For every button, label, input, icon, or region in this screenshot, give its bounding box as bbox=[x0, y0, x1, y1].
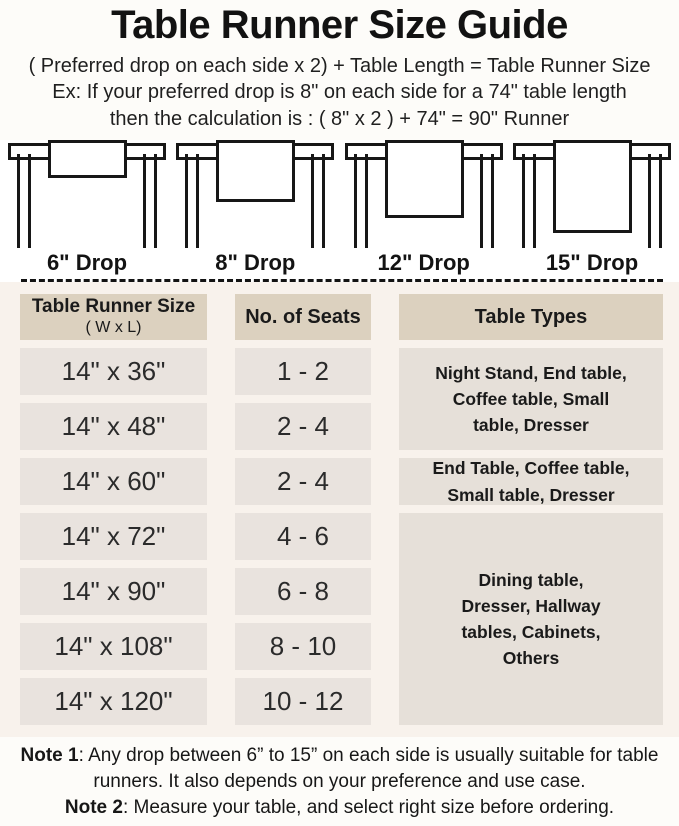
table-illustration-12-drop bbox=[345, 140, 503, 248]
seats-cell: 8 - 10 bbox=[235, 623, 371, 670]
table-types-cell-small bbox=[399, 348, 663, 450]
example-line-2: then the calculation is : ( 8" x 2 ) + 74" = 90" Runner bbox=[109, 108, 570, 130]
note-1-text: : Any drop between 6” to 15” on each side is usually suitable for table runners. It also depends on your preference and use case. bbox=[78, 745, 659, 793]
drop-label-8: 8" Drop bbox=[215, 250, 296, 275]
note-1-label: Note 1 bbox=[20, 745, 79, 766]
seats-cell: 10 - 12 bbox=[235, 678, 371, 725]
seats-cell: 6 - 8 bbox=[235, 568, 371, 615]
runner-shape bbox=[216, 140, 295, 202]
size-cell: 14" x 90" bbox=[20, 568, 207, 615]
size-table-section bbox=[0, 282, 679, 737]
drop-labels-row bbox=[0, 248, 679, 278]
drop-label-12: 12" Drop bbox=[377, 250, 470, 275]
runner-shape bbox=[553, 140, 632, 233]
seats-cell: 2 - 4 bbox=[235, 458, 371, 505]
table-types-text: Night Stand, End table, Coffee table, Small table, Dresser bbox=[435, 362, 627, 436]
note-2-text: : Measure your table, and select right size before ordering. bbox=[122, 797, 615, 819]
table-leg-left bbox=[522, 154, 536, 248]
table-leg-left bbox=[185, 154, 199, 248]
page-title: Table Runner Size Guide bbox=[111, 3, 568, 47]
table-leg-right bbox=[143, 154, 157, 248]
example-line-1: Ex: If your preferred drop is 8" on each side for a 74" table length bbox=[52, 81, 627, 103]
header-runner-size-sub: ( W x L) bbox=[85, 319, 142, 337]
table-illustration-6-drop bbox=[8, 140, 166, 248]
column-header-seats: No. of Seats bbox=[235, 294, 371, 340]
table-leg-left bbox=[354, 154, 368, 248]
size-cell: 14" x 108" bbox=[20, 623, 207, 670]
table-illustration-15-drop bbox=[513, 140, 671, 248]
table-illustration-8-drop bbox=[176, 140, 334, 248]
table-types-cell-medium bbox=[399, 458, 663, 505]
runner-shape bbox=[385, 140, 464, 218]
notes-section bbox=[0, 737, 679, 822]
table-leg-right bbox=[648, 154, 662, 248]
size-cell: 14" x 36" bbox=[20, 348, 207, 395]
drop-label-15: 15" Drop bbox=[545, 250, 639, 275]
drop-illustration-section bbox=[0, 140, 679, 282]
header-runner-size-label: Table Runner Size bbox=[31, 296, 196, 318]
note-1 bbox=[10, 743, 669, 795]
seats-cell: 1 - 2 bbox=[235, 348, 371, 395]
drop-label-6: 6" Drop bbox=[46, 250, 128, 275]
column-header-table-types: Table Types bbox=[399, 294, 663, 340]
table-illustrations-row bbox=[0, 140, 679, 248]
table-types-text: Dining table, Dresser, Hallway tables, Cabinets, Others bbox=[461, 569, 601, 669]
formula-text: ( Preferred drop on each side x 2) + Table Length = Table Runner Size bbox=[28, 55, 651, 77]
size-table bbox=[20, 294, 663, 725]
table-types-cell-large bbox=[399, 513, 663, 725]
size-cell: 14" x 48" bbox=[20, 403, 207, 450]
table-leg-left bbox=[17, 154, 31, 248]
seats-cell: 2 - 4 bbox=[235, 403, 371, 450]
note-2-label: Note 2 bbox=[64, 797, 123, 819]
column-header-runner-size bbox=[20, 294, 207, 340]
size-cell: 14" x 72" bbox=[20, 513, 207, 560]
table-leg-right bbox=[480, 154, 494, 248]
table-leg-right bbox=[311, 154, 325, 248]
seats-cell: 4 - 6 bbox=[235, 513, 371, 560]
runner-shape bbox=[48, 140, 127, 178]
size-cell: 14" x 60" bbox=[20, 458, 207, 505]
note-2 bbox=[10, 795, 669, 821]
table-types-text: End Table, Coffee table, Small table, Dresser bbox=[432, 458, 630, 505]
size-cell: 14" x 120" bbox=[20, 678, 207, 725]
